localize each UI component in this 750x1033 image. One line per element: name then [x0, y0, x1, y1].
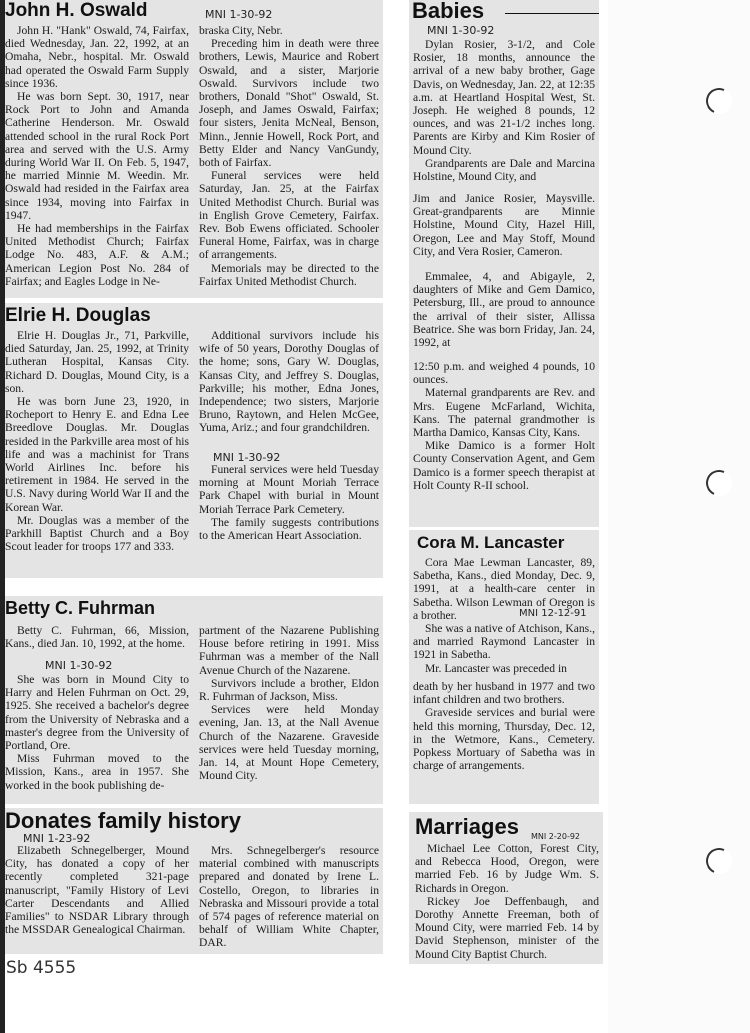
fuhrman-paragraph: She was born in Mound City to Harry and Helen Fuhrman on Oct. 29, 1925. She received a bachelor's degree from the University of Nebraska and a master's degree from the University of Portland, Ore.	[5, 673, 189, 753]
babies-text-1	[413, 38, 595, 183]
fuhrman-headline: Betty C. Fuhrman	[5, 598, 156, 618]
douglas-date-stamp: MNI 1-30-92	[213, 451, 281, 464]
lancaster-paragraph: Cora Mae Lewman Lancaster, 89, Sabetha, Kans., died Monday, Dec. 9, 1991, at a health-care center in Sabetha. Wilson Lewman of Oregon is a brother.	[413, 556, 595, 622]
fuhrman-paragraph: Betty C. Fuhrman, 66, Mission, Kans., died Jan. 10, 1992, at the home.	[5, 624, 189, 651]
marriages-paragraph: Rickey Joe Deffenbaugh, and Dorothy Annette Freeman, both of Mound City, were married Feb. 14 by David Stephenson, minister of the Mound City Baptist Church.	[415, 894, 599, 961]
fuhrman-column-1-continued	[5, 673, 189, 792]
family-history-column-1	[5, 844, 189, 936]
obituary-fuhrman-clipping	[5, 596, 383, 804]
fuhrman-paragraph: Survivors include a brother, Eldon R. Fuhrman of Jackson, Miss.	[199, 676, 379, 704]
fuhrman-date-stamp: MNI 1-30-92	[45, 659, 113, 672]
douglas-column-2	[199, 329, 379, 435]
babies-clipping	[409, 0, 599, 527]
babies-paragraph: 12:50 p.m. and weighed 4 pounds, 10 ounces.	[413, 360, 595, 387]
family-history-headline: Donates family history	[5, 808, 241, 833]
fuhrman-column-2	[199, 624, 379, 782]
oswald-paragraph: He had memberships in the Fairfax United Methodist Church; Fairfax Lodge No. 483, A.F. & A.M.; American Legion Post No. 284 of Fairfax; and Eagles Lodge in Ne-	[5, 222, 189, 288]
babies-headline-rule	[505, 13, 599, 14]
babies-text-4	[413, 360, 595, 492]
obituary-oswald-clipping	[5, 0, 383, 298]
lancaster-text-1-continued	[413, 622, 595, 675]
marriages-clipping	[409, 812, 603, 964]
oswald-headline: John H. Oswald	[5, 0, 148, 21]
marriages-text	[415, 842, 599, 961]
family-history-clipping	[5, 808, 383, 954]
babies-paragraph: Jim and Janice Rosier, Maysville. Great-grandparents are Minnie Holstine, Mound City, Hazel Hill, Oregon, Lee and May Stoff, Mound City, and Vera Rosier, Cameron.	[413, 192, 595, 258]
fuhrman-paragraph: Miss Fuhrman moved to the Mission, Kans., area in 1957. She worked in the book publishing de-	[5, 752, 189, 792]
oswald-paragraph: braska City, Nebr.	[199, 24, 283, 37]
marriages-date-stamp: MNI 2-20-92	[531, 832, 581, 841]
lancaster-headline: Cora M. Lancaster	[417, 533, 565, 552]
oswald-paragraph: John H. "Hank" Oswald, 74, Fairfax, died Wednesday, Jan. 22, 1992, at an Omaha, Nebr., hospital. Mr. Oswald had operated the Oswald Farm Supply since 1936.	[5, 24, 189, 90]
douglas-paragraph: Additional survivors include his wife of 50 years, Dorothy Douglas of the home; sons, Gary W. Douglas, Kansas City, and Jeffrey S. Douglas, Parkville; his mother, Edna Jones, Independence; two sisters, Marjorie Bruno, Raytown, and Helen McGee, Yuma, Ariz.; and four grandchildren.	[199, 329, 379, 435]
douglas-paragraph: He was born June 23, 1920, in Rocheport to Henry E. and Edna Lee Breedlove Douglas. Mr. Douglas resided in the Parkville area most of his life and was a machinist for Trans World Airlines Inc. before his retirement in 1984. He served in the U.S. Navy during World War II and the Korean War.	[5, 395, 189, 514]
fuhrman-column-1	[5, 624, 189, 650]
douglas-paragraph: Elrie H. Douglas Jr., 71, Parkville, died Saturday, Jan. 25, 1992, at Trinity Lutheran Hospital, Kansas City. Richard D. Douglas, Mound City, is a son.	[5, 329, 189, 395]
oswald-paragraph: Funeral services were held Saturday, Jan. 25, at the Fairfax United Methodist Church. Burial was in English Grove Cemetery, Fairfax. Rev. Bob Ewens officiated. Schooler Funeral Home, Fairfax, was in charge of arrangements.	[199, 169, 379, 262]
douglas-column-1	[5, 329, 189, 553]
lancaster-date-stamp: MNI 12-12-91	[519, 608, 587, 619]
babies-paragraph: Mike Damico is a former Holt County Conservation Agent, and Gem Damico is a former speech therapist at Holt County R-II school.	[413, 439, 595, 492]
oswald-date-stamp: MNI 1-30-92	[205, 8, 273, 21]
babies-text-3	[413, 270, 595, 349]
babies-paragraph: Dylan Rosier, 3-1/2, and Cole Rosier, 18 months, announce the arrival of a new baby brother, Gage Davis, on Wednesday, Jan. 22, at 12:35 a.m. at Heartland Hospital West, St. Joseph. He weighed 8 pounds, 12 ounces, and was 21-1/2 inches long. Parents are Kirby and Kim Rosier of Mound City.	[413, 38, 595, 157]
fuhrman-paragraph: partment of the Nazarene Publishing House before retiring in 1991. Miss Fuhrman was a member of the Nall Avenue Church of the Nazarene.	[199, 624, 379, 677]
family-history-paragraph: Elizabeth Schnegelberger, Mound City, has donated a copy of her recently completed 321-page manuscript, "Family History of Levi Carter Descendants and Allied Families" to NSDAR Library through the MSSDAR Genealogical Chairman.	[5, 844, 189, 937]
lancaster-text-2	[413, 680, 595, 772]
family-history-column-2	[199, 844, 379, 950]
oswald-paragraph: Memorials may be directed to the Fairfax United Methodist Church.	[199, 261, 379, 288]
family-history-date-stamp: MNI 1-23-92	[23, 832, 91, 845]
babies-date-stamp: MNI 1-30-92	[427, 24, 495, 37]
babies-paragraph: Grandparents are Dale and Marcina Holstine, Mound City, and	[413, 156, 595, 184]
oswald-column-2	[199, 24, 379, 288]
babies-text-2	[413, 192, 595, 258]
oswald-paragraph: Preceding him in death were three brothers, Lewis, Maurice and Robert Oswald, and a sister, Marjorie Oswald. Survivors include two brothers, Donald "Shot" Oswald, St. Joseph, and James Oswald, Fairfax; four sisters, Jenita McNeal, Benson, Minn., Jennie Howell, Rock Port, and Betty Elder and Nancy VanGundy, both of Fairfax.	[199, 37, 379, 170]
lancaster-paragraph: death by her husband in 1977 and two infant children and two brothers.	[413, 680, 595, 707]
lancaster-paragraph: She was a native of Atchison, Kans., and married Raymond Lancaster in 1921 in Sabetha.	[413, 622, 595, 662]
lancaster-paragraph: Mr. Lancaster was preceded in	[425, 661, 567, 675]
douglas-paragraph: Mr. Douglas was a member of the Parkhill Baptist Church and a Boy Scout leader for troops 177 and 333.	[5, 513, 189, 554]
family-history-paragraph: Mrs. Schnegelberger's resource material combined with manuscripts prepared and donated by Irene L. Costello, Oregon, to libraries in Nebraska and Missouri provide a total of 574 pages of reference material on behalf of William White Chapter, DAR.	[199, 844, 379, 950]
marriages-headline: Marriages	[415, 814, 519, 839]
obituary-douglas-clipping	[5, 303, 383, 578]
lancaster-paragraph: Graveside services and burial were held this morning, Thursday, Dec. 12, in the Wetmore, Kans., Cemetery. Popkess Mortuary of Sabetha was in charge of arrangements.	[413, 706, 595, 773]
obituary-lancaster-clipping	[409, 530, 599, 804]
oswald-column-1	[5, 24, 189, 288]
background-page	[608, 0, 750, 1033]
babies-headline: Babies	[412, 0, 485, 23]
oswald-paragraph: He was born Sept. 30, 1917, near Rock Port to John and Amanda Catherine Henderson. Mr. Oswald attended school in the rural Rock Port area and served with the U.S. Army during World War II. On Feb. 5, 1947, he married Minnie M. Weedin. Mr. Oswald had resided in the Fairfax area since 1934, moving into Fairfax in 1947.	[5, 90, 189, 222]
douglas-paragraph: Funeral services were held Tuesday morning at Mount Moriah Terrace Park Chapel with burial in Mount Moriah Terrace Park Cemetery.	[199, 463, 379, 516]
babies-paragraph: Maternal grandparents are Rev. and Mrs. Eugene McFarland, Wichita, Kans. The paternal grandmother is Martha Damico, Kansas City, Kans.	[413, 386, 595, 440]
marriages-paragraph: Michael Lee Cotton, Forest City, and Rebecca Hood, Oregon, were married Feb. 16 by Judge Wm. S. Richards in Oregon.	[415, 842, 599, 895]
douglas-headline: Elrie H. Douglas	[5, 305, 151, 326]
douglas-column-2-continued	[199, 463, 379, 542]
fuhrman-paragraph: Services were held Monday evening, Jan. 13, at the Nall Avenue Church of the Nazarene. Graveside services were held Tuesday morning, Jan. 14, at Mount Hope Cemetery, Mound City.	[199, 703, 379, 783]
babies-paragraph: Emmalee, 4, and Abigayle, 2, daughters of Mike and Gem Damico, Petersburg, Ill., are proud to announce the arrival of their sister, Allissa Beatrice. She was born Friday, Jan. 24, 1992, at	[413, 270, 595, 350]
file-number: Sb 4555	[6, 958, 77, 978]
douglas-paragraph: The family suggests contributions to the American Heart Association.	[199, 515, 379, 543]
